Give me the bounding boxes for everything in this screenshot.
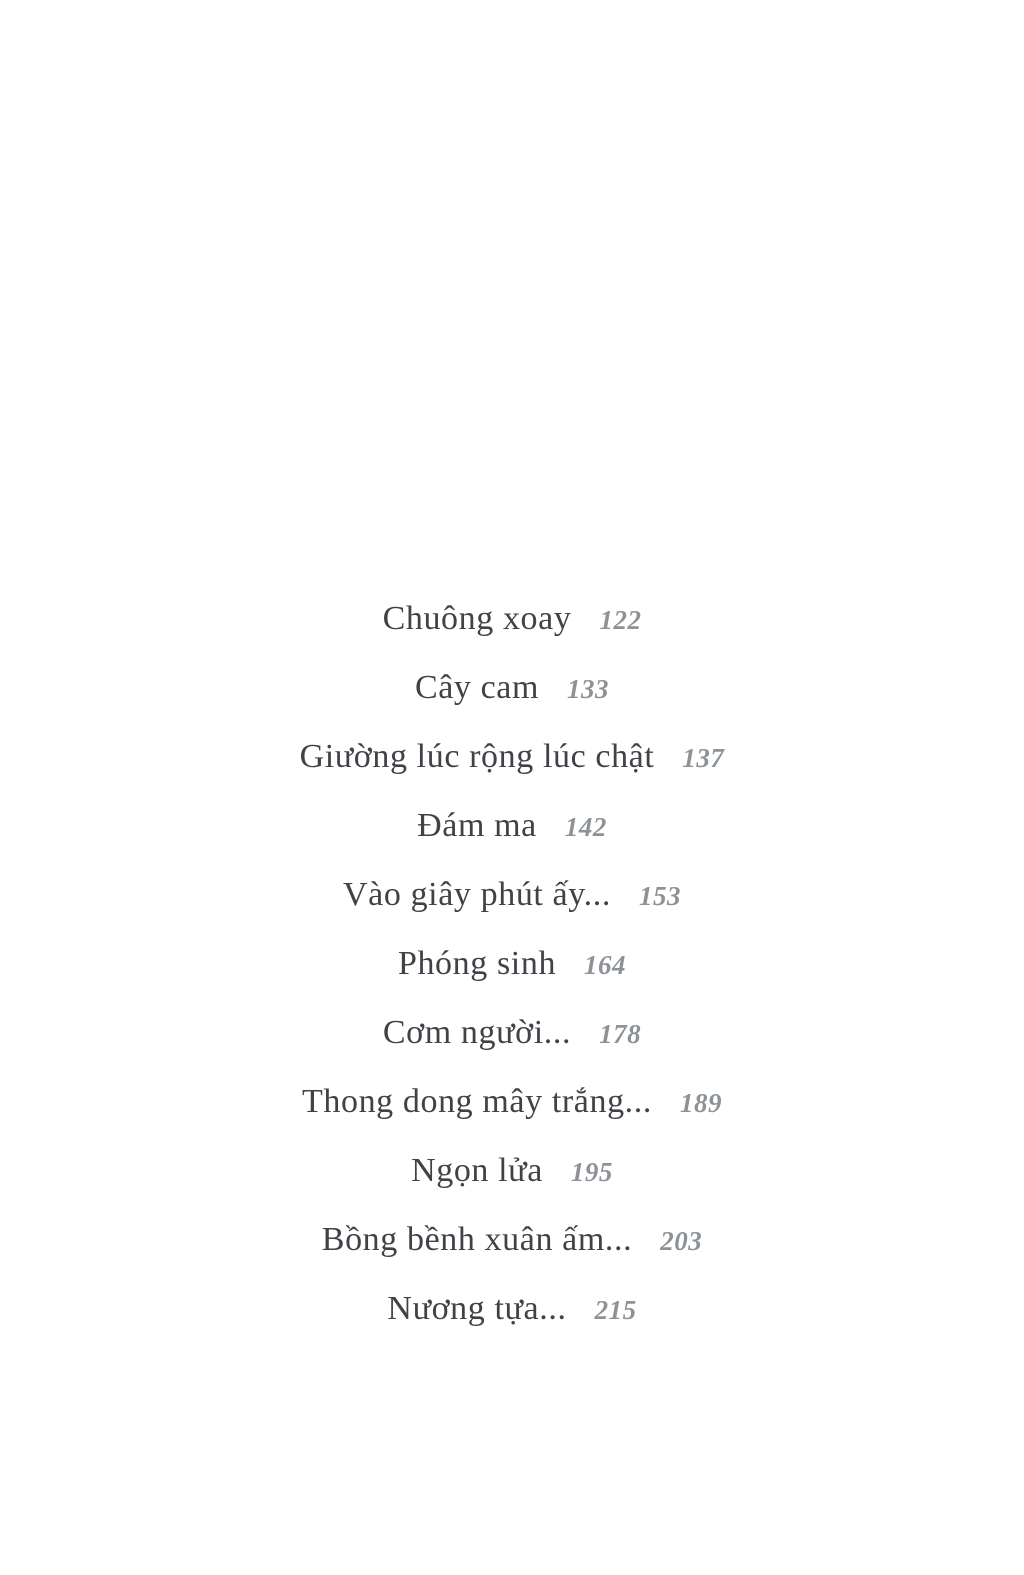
- toc-entry-title: Bồng bềnh xuân ấm...: [321, 1221, 633, 1258]
- toc-entry-title: Ngọn lửa: [411, 1152, 543, 1189]
- toc-entry-title: Thong dong mây trắng...: [302, 1083, 652, 1120]
- toc-entry[interactable]: [0, 1221, 1024, 1290]
- toc-entry[interactable]: [0, 945, 1024, 1014]
- toc-entry-page: 189: [679, 1088, 722, 1118]
- toc-entry-page: 137: [682, 743, 725, 773]
- toc-entry[interactable]: [0, 1152, 1024, 1221]
- toc-entry[interactable]: [0, 876, 1024, 945]
- toc-entry-page: 153: [638, 881, 681, 911]
- toc-entry-title: Nương tựa...: [387, 1290, 567, 1327]
- toc-entry-page: 122: [599, 605, 642, 635]
- toc-entry[interactable]: [0, 1083, 1024, 1152]
- toc-entry[interactable]: [0, 1290, 1024, 1359]
- toc-entry-title: Chuông xoay: [382, 600, 572, 637]
- toc-entry-title: Đám ma: [417, 807, 537, 844]
- toc-entry-page: 215: [594, 1295, 637, 1325]
- toc-entry-page: 203: [660, 1226, 703, 1256]
- toc-entry[interactable]: [0, 738, 1024, 807]
- toc-entry-page: 142: [564, 812, 607, 842]
- toc-entry-page: 195: [570, 1157, 613, 1187]
- toc-entry-page: 178: [599, 1019, 642, 1049]
- toc-entry-title: Vào giây phút ấy...: [343, 876, 611, 913]
- toc-entry-page: 164: [584, 950, 627, 980]
- toc-entry-title: Cây cam: [414, 669, 540, 706]
- toc-entry-page: 133: [567, 674, 610, 704]
- toc-entry[interactable]: [0, 807, 1024, 876]
- toc-entry[interactable]: [0, 600, 1024, 669]
- toc-entry-title: Giường lúc rộng lúc chật: [299, 738, 655, 775]
- toc-entry-title: Cơm người...: [382, 1014, 572, 1051]
- table-of-contents: [0, 600, 1024, 1359]
- toc-entry[interactable]: [0, 1014, 1024, 1083]
- toc-entry[interactable]: [0, 669, 1024, 738]
- toc-entry-title: Phóng sinh: [397, 945, 557, 982]
